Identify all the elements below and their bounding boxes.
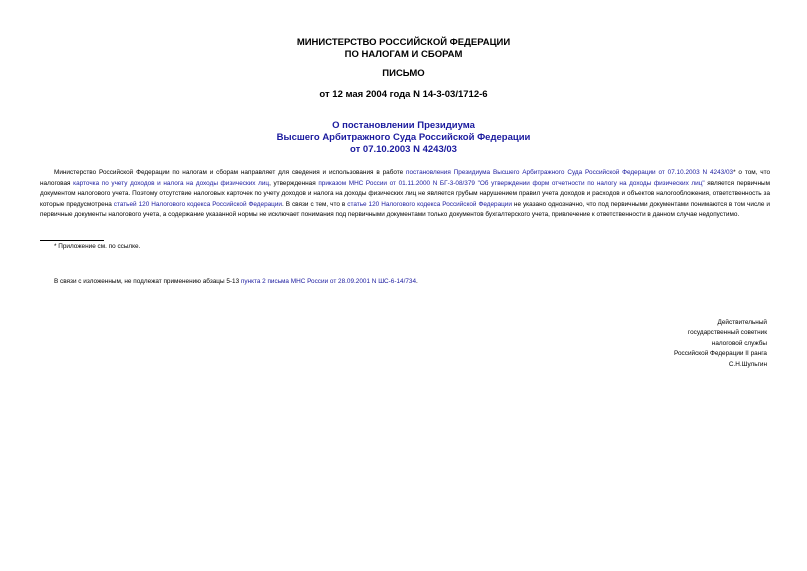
doc-date: от 12 мая 2004 года N 14-3-03/1712-6 bbox=[319, 89, 488, 100]
p1-text-6: не указано однозначно, что под первичными документами понимаются в том числе и первичные документы налогового учета, а содержание указанной нормы не исключает понимания под первичными документами только документов бухгалтерского учета, привлечение к ответственности в данном случае недопустимо. bbox=[40, 200, 770, 219]
footnote: * Приложение см. по ссылке. bbox=[54, 243, 141, 250]
p1-text-3: , утвержденная bbox=[269, 179, 319, 187]
signature-line-2: государственный советник bbox=[687, 329, 767, 337]
subject-link[interactable]: постановлении Президиума bbox=[342, 120, 475, 131]
signature-block bbox=[674, 318, 767, 370]
link-vas-resolution[interactable]: постановления Президиума Высшего Арбитражного Суда Российской Федерации от 07.10.2003 N 4243/03 bbox=[406, 169, 734, 176]
doc-type: ПИСЬМО bbox=[382, 68, 425, 79]
signature-line-3: налоговой службы bbox=[711, 339, 767, 347]
link-mns-letter[interactable]: пункта 2 письма МНС России от 28.09.2001 N ШС-6-14/734 bbox=[240, 278, 417, 285]
footnote-divider bbox=[40, 240, 104, 241]
doc-subject bbox=[0, 120, 807, 156]
ministry-line-1: МИНИСТЕРСТВО РОССИЙСКОЙ ФЕДЕРАЦИИ bbox=[296, 37, 511, 48]
link-tax-card[interactable]: карточка по учету доходов и налога на доходы физических лиц bbox=[73, 179, 270, 187]
p2-text-1: В связи с изложенным, не подлежат применению абзацы 5-13 bbox=[54, 278, 241, 285]
subject-line-2: Высшего Арбитражного Суда Российской Федерации bbox=[276, 132, 531, 143]
ministry-line-2: ПО НАЛОГАМ И СБОРАМ bbox=[344, 49, 463, 60]
main-paragraph bbox=[40, 168, 770, 221]
signature-line-1: Действительный bbox=[717, 319, 767, 326]
subject-line-1 bbox=[0, 120, 807, 132]
link-article-120-b[interactable]: статье 120 Налогового кодекса Российской Федерации bbox=[347, 200, 512, 208]
subject-prefix: О bbox=[332, 120, 343, 131]
second-paragraph bbox=[54, 277, 418, 287]
signer-name: С.Н.Шульгин bbox=[728, 360, 767, 368]
p1-text-1: Министерство Российской Федерации по налогам и сборам направляет для сведения и использования в работе bbox=[54, 169, 407, 176]
p2-text-2: . bbox=[416, 278, 418, 285]
p1-text-2: * о том, что налоговая bbox=[40, 169, 771, 187]
link-mns-order[interactable]: приказом МНС России от 01.11.2000 N БГ-3-08/379 "Об утверждении форм отчетности по налогу на доходы физических лиц" bbox=[318, 179, 705, 187]
signature-line-4: Российской Федерации II ранга bbox=[674, 350, 767, 358]
subject-line-3: от 07.10.2003 N 4243/03 bbox=[350, 144, 457, 155]
p1-text-5: . В связи с тем, что в bbox=[281, 200, 348, 208]
ministry-title bbox=[0, 37, 807, 61]
p1-text-4: является первичным документом налогового учета. Поэтому отсутствие налоговых карточек по учету доходов и налога на доходы физических лиц не является грубым нарушением правил учета доходов и расходов и объектов налогообложения, ответственность за которые предусмотрена bbox=[40, 179, 771, 208]
link-article-120-a[interactable]: статьей 120 Налогового кодекса Российской Федерации bbox=[113, 200, 282, 208]
